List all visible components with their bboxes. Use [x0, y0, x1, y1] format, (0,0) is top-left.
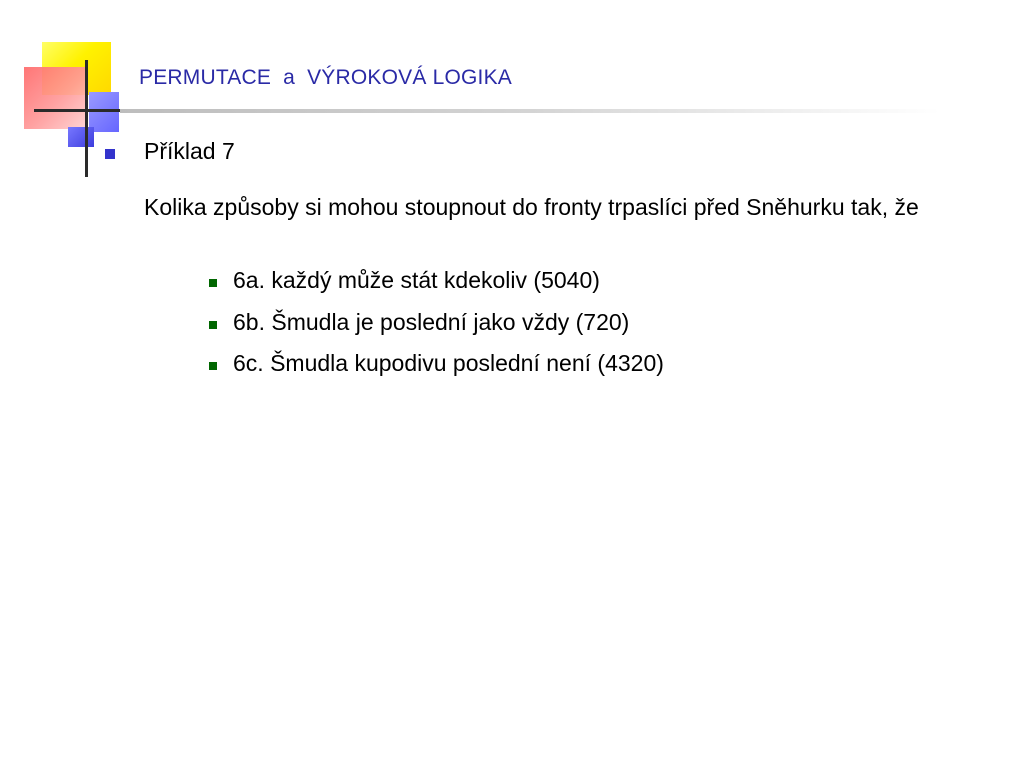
decor-vertical-line [85, 60, 88, 177]
list-item-text: 6c. Šmudla kupodivu poslední není (4320) [233, 350, 664, 376]
example-heading: Příklad 7 [144, 138, 235, 164]
bullet-square-icon [209, 279, 217, 287]
decorative-corner-graphic [0, 0, 130, 190]
bullet-square-icon [209, 362, 217, 370]
question-paragraph: Kolika způsoby si mohou stoupnout do fronty trpaslíci před Sněhurku tak, že [144, 194, 919, 220]
decor-dark-blue-square [68, 127, 94, 147]
bullet-square-icon [209, 321, 217, 329]
decor-horizontal-line [34, 109, 124, 112]
decor-red-square [24, 67, 86, 129]
slide-title: PERMUTACE a VÝROKOVÁ LOGIKA [139, 66, 513, 89]
decor-blue-square [89, 92, 119, 132]
list-item-text: 6a. každý může stát kdekoliv (5040) [233, 267, 600, 293]
list-item-text: 6b. Šmudla je poslední jako vždy (720) [233, 309, 630, 335]
bullet-square-icon [105, 149, 115, 159]
title-underline [120, 109, 940, 113]
